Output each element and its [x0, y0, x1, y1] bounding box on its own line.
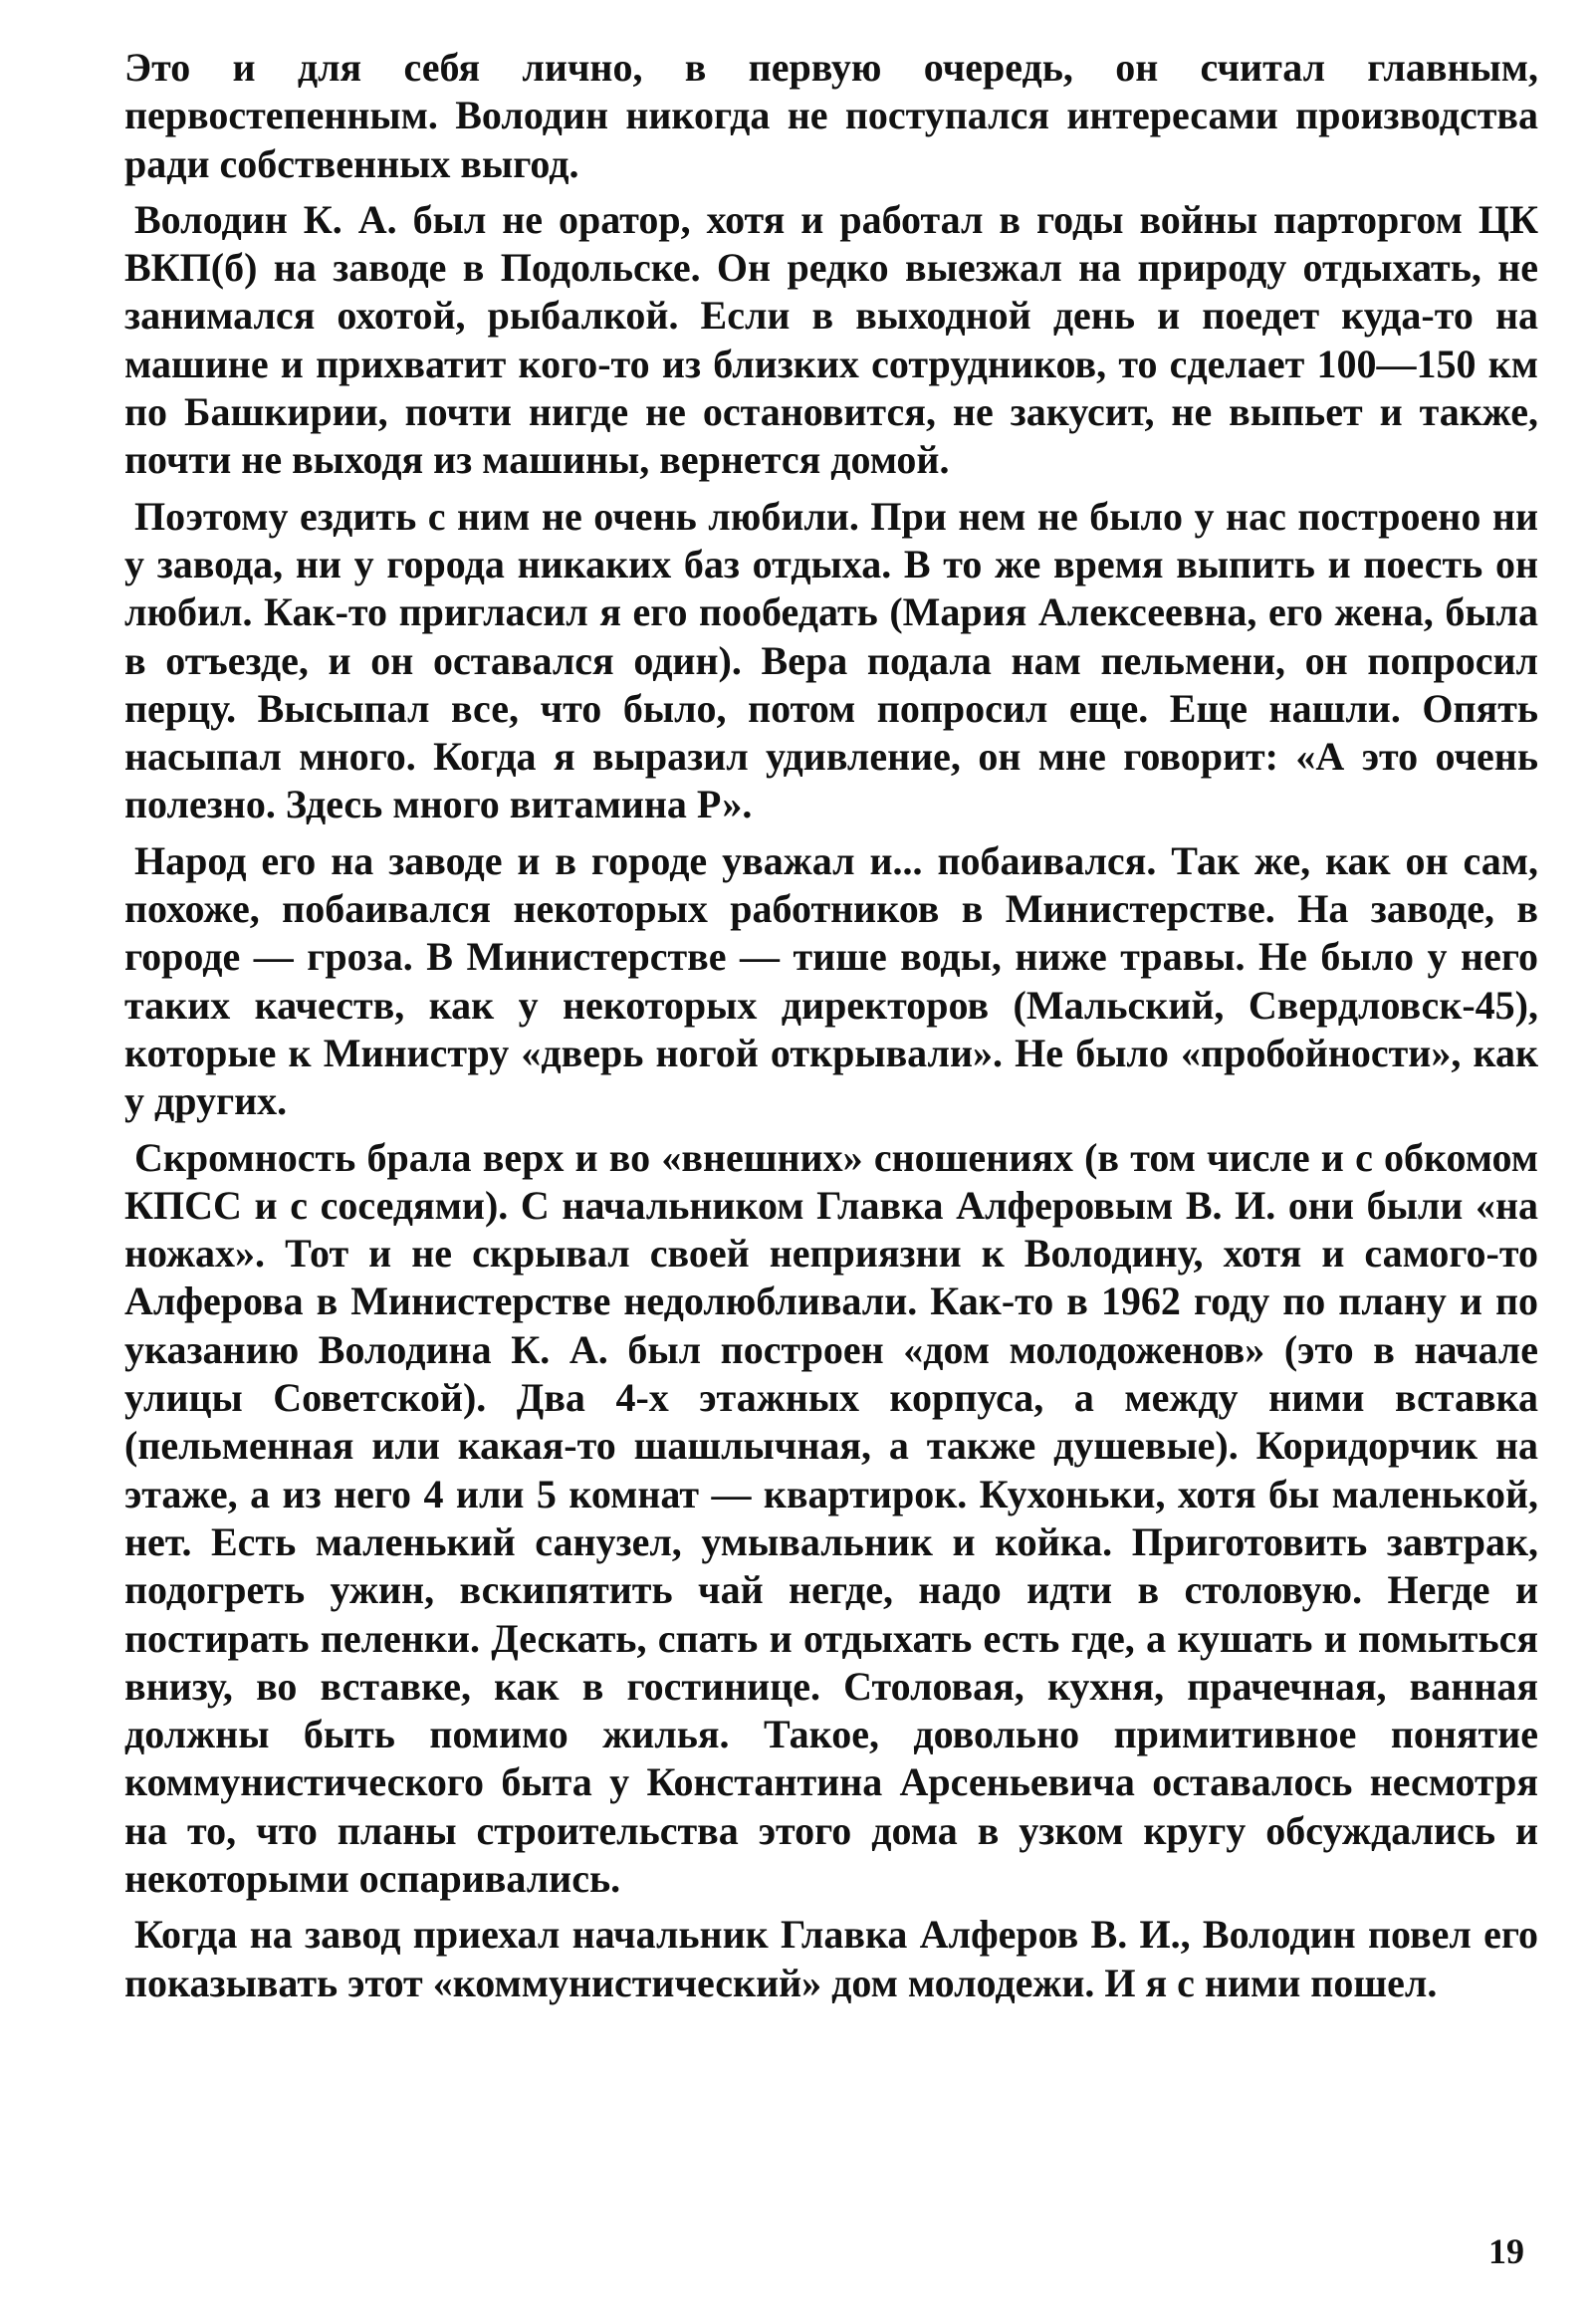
page-body — [124, 44, 1538, 2015]
page-number: 19 — [1488, 2231, 1524, 2271]
paragraph-2: Володин К. А. был не оратор, хотя и работал в годы войны парторгом ЦК ВКП(б) на заводе в Подольске. Он редко выезжал на природу отдыхать, не занимался охотой, рыбалкой. Если в выходной день и поедет куда-то на машине и прихватит кого-то из близких сотрудников, то сделает 100—150 км по Башкирии, почти нигде не остановится, не закусит, не выпьет и также, почти не выходя из машины, вернется домой. — [124, 196, 1538, 483]
paragraph-4: Народ его на заводе и в городе уважал и... побаивался. Так же, как он сам, похоже, побаивался некоторых работников в Министерстве. На заводе, в городе — гроза. В Министерстве — тише воды, ниже травы. Не было у него таких качеств, как у некоторых директоров (Мальский, Свердловск-45), которые к Министру «дверь ногой открывали». Не было «пробойности», как у других. — [124, 837, 1538, 1124]
paragraph-6: Когда на завод приехал начальник Главка Алферов В. И., Володин повел его показывать этот «коммунистический» дом молодежи. И я с ними пошел. — [124, 1912, 1538, 2005]
paragraph-3: Поэтому ездить с ним не очень любили. При нем не было у нас построено ни у завода, ни у города никаких баз отдыха. В то же время выпить и поесть он любил. Как-то пригласил я его пообедать (Мария Алексеевна, его жена, была в отъезде, и он оставался один). Вера подала нам пельмени, он попросил перцу. Высыпал все, что было, потом попросил еще. Еще нашли. Опять насыпал много. Когда я выразил удивление, он мне говорит: «А это очень полезно. Здесь много витамина Р». — [124, 493, 1538, 827]
paragraph-5: Скромность брала верх и во «внешних» сношениях (в том числе и с обкомом КПСС и с соседями). С начальником Главка Алферовым В. И. они были «на ножах». Тот и не скрывал своей неприязни к Володину, хотя и самого-то Алферова в Министерстве недолюбливали. Как-то в 1962 году по плану и по указанию Володина К. А. был построен «дом молодоженов» (это в начале улицы Советской). Два 4-х этажных корпуса, а между ними вставка (пельменная или какая-то шашлычная, а также душевые). Коридорчик на этаже, а из него 4 или 5 комнат — квартирок. Кухоньки, хотя бы маленькой, нет. Есть маленький санузел, умывальник и койка. Приготовить завтрак, подогреть ужин, вскипятить чай негде, надо идти в столовую. Негде и постирать пеленки. Дескать, спать и отдыхать есть где, а кушать и помыться внизу, во вставке, как в гостинице. Столовая, кухня, прачечная, ванная должны быть помимо жилья. Такое, довольно примитивное понятие коммунистического быта у Константина Арсеньевича оставалось несмотря на то, что планы строительства этого дома в узком кругу обсуждались и некоторыми оспаривались. — [124, 1134, 1538, 1901]
paragraph-1: Это и для себя лично, в первую очередь, он считал главным, первостепенным. Володин никогда не поступался интересами производства ради собственных выгод. — [124, 45, 1538, 186]
